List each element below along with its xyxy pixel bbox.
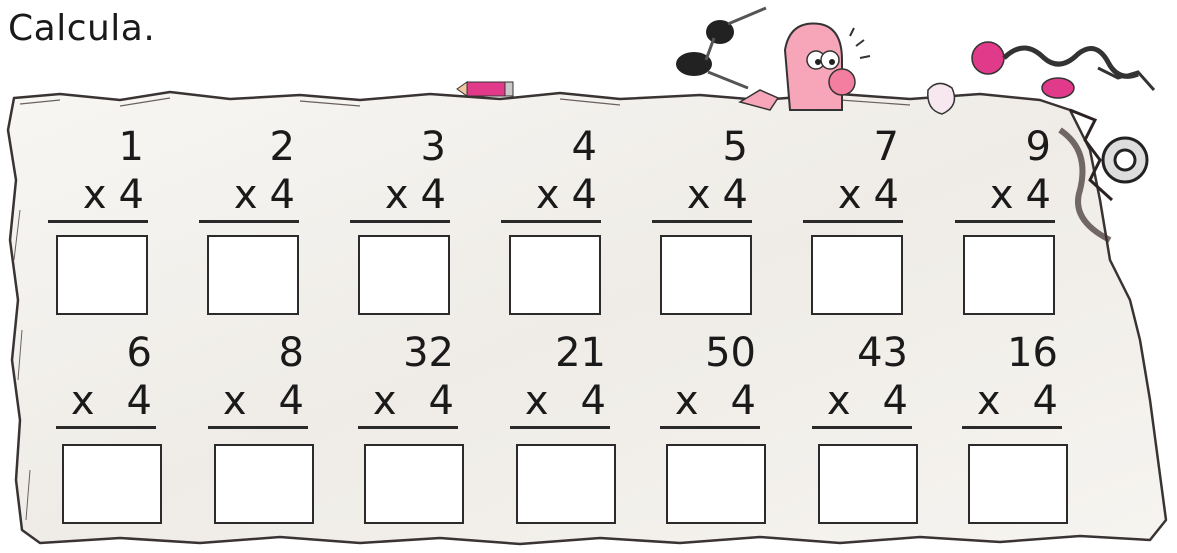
multiplier-line	[955, 172, 1051, 218]
result-rule	[955, 220, 1055, 223]
problem-4-row1	[501, 124, 611, 324]
multiplier: 4	[420, 172, 446, 218]
result-rule	[501, 220, 601, 223]
multiplier-line	[962, 378, 1058, 424]
operator: x	[222, 378, 247, 424]
operator: x	[82, 172, 107, 218]
multiplier: 4	[1025, 172, 1051, 218]
result-rule	[56, 426, 156, 429]
multiplier: 4	[730, 378, 756, 424]
multiplier-line	[56, 378, 152, 424]
answer-box[interactable]	[214, 444, 314, 524]
cartoon-face-icon	[730, 10, 880, 120]
number: 16	[1007, 330, 1058, 376]
multiplier-line	[652, 172, 748, 218]
number: 8	[278, 330, 304, 376]
operator: x	[384, 172, 409, 218]
multiplier: 4	[882, 378, 908, 424]
multiplier-line	[199, 172, 295, 218]
result-rule	[962, 426, 1062, 429]
number: 6	[126, 330, 152, 376]
problem-6-row1	[803, 124, 913, 324]
answer-box[interactable]	[56, 235, 148, 315]
operator: x	[674, 378, 699, 424]
operator: x	[233, 172, 258, 218]
problem-7-row2	[962, 330, 1072, 540]
multiplier-line	[803, 172, 899, 218]
number: 1	[118, 124, 144, 170]
multiplier: 4	[722, 172, 748, 218]
operator: x	[535, 172, 560, 218]
result-rule	[660, 426, 760, 429]
multiplier: 4	[571, 172, 597, 218]
problem-1-row1	[48, 124, 158, 324]
result-rule	[803, 220, 903, 223]
multiplier-line	[510, 378, 606, 424]
number: 32	[403, 330, 454, 376]
multiplier: 4	[278, 378, 304, 424]
result-rule	[510, 426, 610, 429]
multiplier-line	[660, 378, 756, 424]
result-rule	[358, 426, 458, 429]
problem-7-row1	[955, 124, 1065, 324]
problem-5-row1	[652, 124, 762, 324]
multiplier: 4	[428, 378, 454, 424]
multiplier: 4	[580, 378, 606, 424]
result-rule	[652, 220, 752, 223]
number: 3	[420, 124, 446, 170]
pencil-icon	[455, 78, 515, 100]
result-rule	[199, 220, 299, 223]
operator: x	[837, 172, 862, 218]
answer-box[interactable]	[62, 444, 162, 524]
multiplier-line	[350, 172, 446, 218]
answer-box[interactable]	[358, 235, 450, 315]
answer-box[interactable]	[963, 235, 1055, 315]
operator: x	[989, 172, 1014, 218]
multiplier-line	[812, 378, 908, 424]
multiplier-line	[501, 172, 597, 218]
operator: x	[686, 172, 711, 218]
gear-icon	[1095, 120, 1155, 200]
operator: x	[372, 378, 397, 424]
problem-3-row2	[358, 330, 468, 540]
number: 4	[571, 124, 597, 170]
multiplier: 4	[118, 172, 144, 218]
problem-1-row2	[56, 330, 166, 540]
multiplier: 4	[269, 172, 295, 218]
result-rule	[208, 426, 308, 429]
number: 2	[269, 124, 295, 170]
problem-2-row2	[208, 330, 318, 540]
result-rule	[812, 426, 912, 429]
problem-4-row2	[510, 330, 620, 540]
answer-box[interactable]	[509, 235, 601, 315]
multiplier-line	[358, 378, 454, 424]
number: 21	[555, 330, 606, 376]
operator: x	[826, 378, 851, 424]
answer-box[interactable]	[516, 444, 616, 524]
number: 43	[857, 330, 908, 376]
multiplier: 4	[126, 378, 152, 424]
number: 7	[873, 124, 899, 170]
number: 50	[705, 330, 756, 376]
operator: x	[524, 378, 549, 424]
answer-box[interactable]	[364, 444, 464, 524]
answer-box[interactable]	[666, 444, 766, 524]
number: 5	[722, 124, 748, 170]
result-rule	[350, 220, 450, 223]
number: 9	[1025, 124, 1051, 170]
multiplier: 4	[1032, 378, 1058, 424]
problem-2-row1	[199, 124, 309, 324]
problem-5-row2	[660, 330, 770, 540]
result-rule	[48, 220, 148, 223]
answer-box[interactable]	[811, 235, 903, 315]
problem-6-row2	[812, 330, 922, 540]
instruction-title: Calcula.	[8, 8, 156, 49]
multiplier: 4	[873, 172, 899, 218]
multiplier-line	[208, 378, 304, 424]
problem-3-row1	[350, 124, 460, 324]
answer-box[interactable]	[207, 235, 299, 315]
answer-box[interactable]	[818, 444, 918, 524]
multiplier-line	[48, 172, 144, 218]
answer-box[interactable]	[660, 235, 752, 315]
answer-box[interactable]	[968, 444, 1068, 524]
operator: x	[70, 378, 95, 424]
operator: x	[976, 378, 1001, 424]
